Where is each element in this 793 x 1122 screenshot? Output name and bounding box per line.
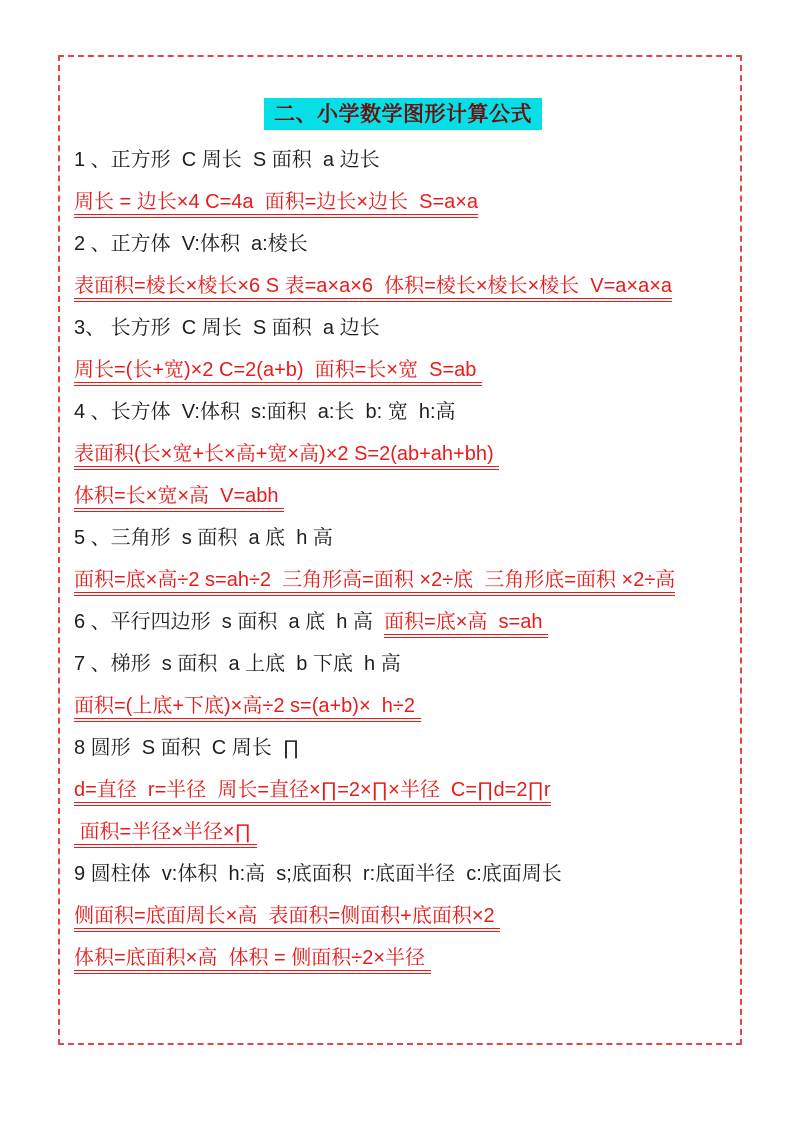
heading-text: 3、 长方形 C 周长 S 面积 a 边长	[74, 317, 380, 339]
item9-heading	[74, 853, 732, 895]
item7-heading	[74, 643, 732, 685]
item2-formula	[74, 265, 732, 307]
document-frame	[58, 55, 742, 1045]
formula-text: 体积=长×宽×高 V=abh	[74, 485, 284, 512]
item8-formula-area	[74, 811, 732, 853]
item9-formula-surface	[74, 895, 732, 937]
item8-heading	[74, 727, 732, 769]
heading-text: 9 圆柱体 v:体积 h:高 s;底面积 r:底面半径 c:底面周长	[74, 863, 562, 885]
item4-formula-volume	[74, 475, 732, 517]
heading-text: 5 、三角形 s 面积 a 底 h 高	[74, 527, 333, 549]
formula-text: 表面积=棱长×棱长×6 S 表=a×a×6 体积=棱长×棱长×棱长 V=a×a×a	[74, 275, 672, 302]
item1-formula	[74, 181, 732, 223]
heading-text: 6 、平行四边形 s 面积 a 底 h 高	[74, 611, 385, 633]
item4-formula-surface	[74, 433, 732, 475]
formula-list	[74, 139, 732, 979]
item5-heading	[74, 517, 732, 559]
item6-heading	[74, 601, 732, 643]
heading-text: 1 、正方形 C 周长 S 面积 a 边长	[74, 149, 380, 171]
item5-formula	[74, 559, 732, 601]
formula-text: 体积=底面积×高 体积 = 侧面积÷2×半径	[74, 947, 431, 974]
formula-text: 面积=底×高 s=ah	[384, 611, 548, 638]
item3-formula	[74, 349, 732, 391]
page-title: 二、小学数学图形计算公式	[264, 98, 542, 130]
item9-formula-volume	[74, 937, 732, 979]
item8-formula-circumference	[74, 769, 732, 811]
heading-text: 4 、长方体 V:体积 s:面积 a:长 b: 宽 h:高	[74, 401, 456, 423]
item1-heading	[74, 139, 732, 181]
item3-heading	[74, 307, 732, 349]
title-row	[74, 98, 732, 130]
formula-text: 面积=(上底+下底)×高÷2 s=(a+b)× h÷2	[74, 695, 421, 722]
formula-text: 表面积(长×宽+长×高+宽×高)×2 S=2(ab+ah+bh)	[74, 443, 499, 470]
formula-text: 侧面积=底面周长×高 表面积=侧面积+底面积×2	[74, 905, 500, 932]
item4-heading	[74, 391, 732, 433]
heading-text: 2 、正方体 V:体积 a:棱长	[74, 233, 308, 255]
formula-text: 周长=(长+宽)×2 C=2(a+b) 面积=长×宽 S=ab	[74, 359, 482, 386]
heading-text: 8 圆形 S 面积 C 周长 ∏	[74, 737, 300, 759]
item7-formula	[74, 685, 732, 727]
formula-text: 面积=半径×半径×∏	[74, 821, 257, 848]
heading-text: 7 、梯形 s 面积 a 上底 b 下底 h 高	[74, 653, 401, 675]
formula-text: 面积=底×高÷2 s=ah÷2 三角形高=面积 ×2÷底 三角形底=面积 ×2÷高	[74, 569, 675, 596]
formula-text: 周长 = 边长×4 C=4a 面积=边长×边长 S=a×a	[74, 191, 478, 218]
formula-text: d=直径 r=半径 周长=直径×∏=2×∏×半径 C=∏d=2∏r	[74, 779, 551, 806]
item2-heading	[74, 223, 732, 265]
